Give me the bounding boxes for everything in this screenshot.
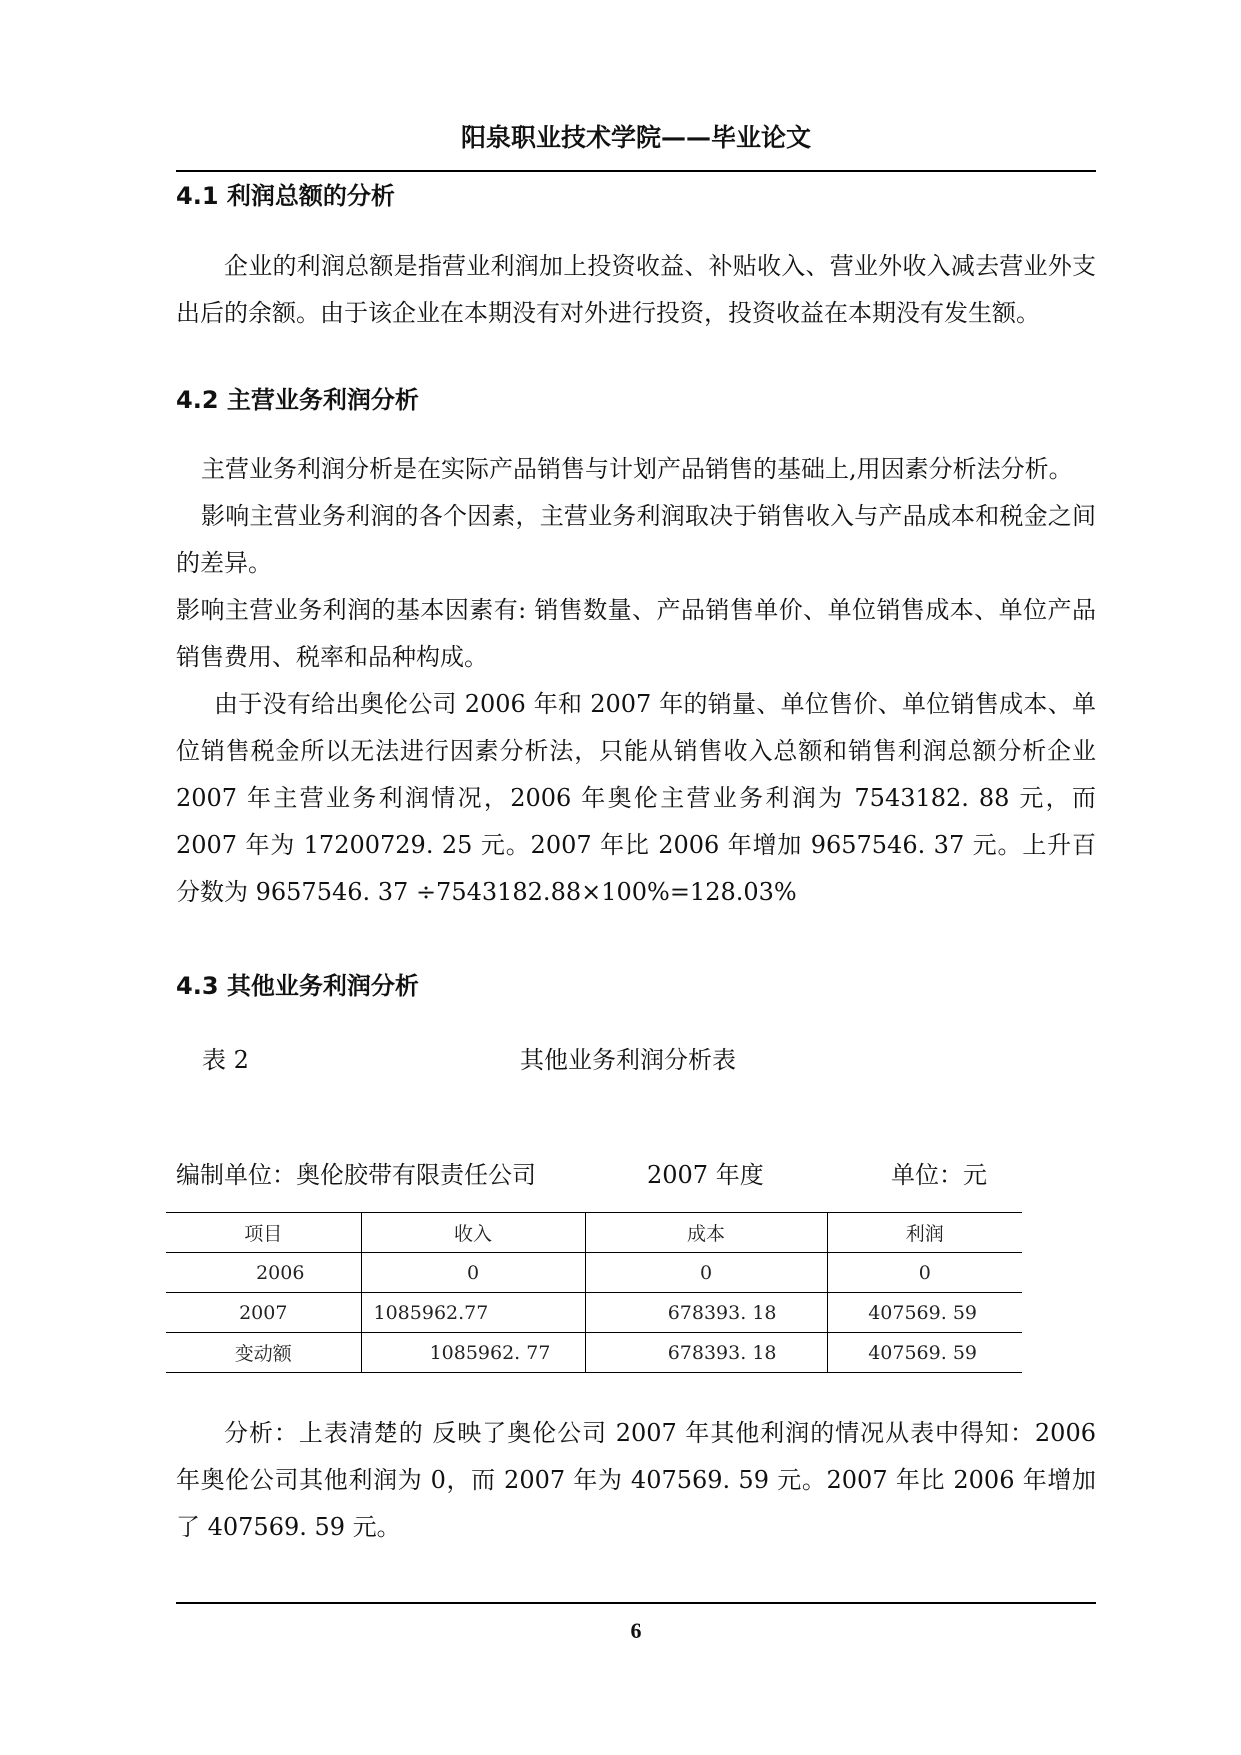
table-unit: 单位：元 (891, 1161, 987, 1189)
cell-item: 2006 (166, 1253, 361, 1293)
paragraph-4-2-3: 影响主营业务利润的基本因素有: 销售数量、产品销售单价、单位销售成本、单位产品销售费用、税率和品种构成。 (176, 596, 1096, 671)
cell-income: 1085962.77 (361, 1293, 585, 1333)
cell-profit: 407569. 59 (827, 1293, 1022, 1333)
cell-cost: 678393. 18 (585, 1293, 827, 1333)
cell-income: 0 (361, 1253, 585, 1293)
header-item: 项目 (166, 1213, 361, 1253)
paragraph-analysis: 分析：上表清楚的 反映了奥伦公司 2007 年其他利润的情况从表中得知：2006 年奥伦公司其他利润为 0，而 2007 年为 407569. 59 元。2007 年比 2006 年增加了 407569. 59 元。 (176, 1419, 1096, 1541)
table-unit-org: 编制单位：奥伦胶带有限责任公司 (176, 1161, 536, 1189)
cell-item: 变动额 (166, 1333, 361, 1373)
cell-income: 1085962. 77 (361, 1333, 585, 1373)
table-row (166, 1293, 1022, 1333)
paragraph-4-2-2: 影响主营业务利润的各个因素，主营业务利润取决于销售收入与产品成本和税金之间的差异。 (176, 502, 1096, 577)
table-header-row (166, 1213, 1022, 1253)
paragraph-4-2-4: 由于没有给出奥伦公司 2006 年和 2007 年的销量、单位售价、单位销售成本、单位销售税金所以无法进行因素分析法，只能从销售收入总额和销售利润总额分析企业 2007 年主营业务利润情况，2006 年奥伦主营业务利润为 7543182. 88 元，而 2007 年为 17200729. 25 元。2007 年比 2006 年增加 9657546. 37 元。上升百分数为 9657546. 37 ÷7543182.88×100%=128.03% (176, 690, 1096, 906)
cell-cost: 0 (585, 1253, 827, 1293)
cell-item: 2007 (166, 1293, 361, 1333)
header-rule (176, 170, 1096, 172)
header-income: 收入 (361, 1213, 585, 1253)
section-heading-4-2: 4.2 主营业务利润分析 (176, 386, 419, 414)
table-year: 2007 年度 (647, 1161, 764, 1189)
header-cost: 成本 (585, 1213, 827, 1253)
paragraph-4-2-1: 主营业务利润分析是在实际产品销售与计划产品销售的基础上,用因素分析法分析。 (201, 455, 1073, 483)
footer-rule (176, 1602, 1096, 1604)
table-row (166, 1333, 1022, 1373)
table-row (166, 1253, 1022, 1293)
section-heading-4-3: 4.3 其他业务利润分析 (176, 972, 419, 1000)
paragraph-4-1: 企业的利润总额是指营业利润加上投资收益、补贴收入、营业外收入减去营业外支出后的余额。由于该企业在本期没有对外进行投资，投资收益在本期没有发生额。 (176, 252, 1096, 327)
page-header-title: 阳泉职业技术学院——毕业论文 (460, 123, 811, 152)
header-profit: 利润 (827, 1213, 1022, 1253)
cell-cost: 678393. 18 (585, 1333, 827, 1373)
other-business-profit-table (166, 1212, 1022, 1373)
cell-profit: 0 (827, 1253, 1022, 1293)
cell-profit: 407569. 59 (827, 1333, 1022, 1373)
page-number: 6 (630, 1618, 642, 1643)
section-heading-4-1: 4.1 利润总额的分析 (176, 182, 395, 210)
table-number: 表 2 (202, 1046, 249, 1074)
table-title: 其他业务利润分析表 (520, 1046, 736, 1074)
